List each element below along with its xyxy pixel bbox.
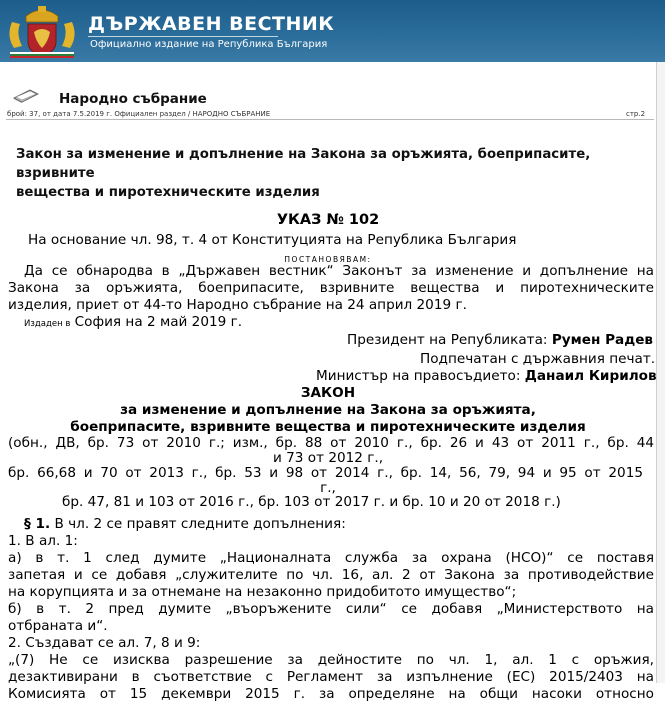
- quote-line: дезактивирани в съответствие с Регламент за изпълнение (ЕС) 2015/2403 на: [8, 669, 654, 685]
- paragraph-1: [24, 516, 346, 533]
- references-line: бр. 47, 81 и 103 от 2016 г., бр. 103 от 2017 г. и бр. 10 и 20 от 2018 г.): [62, 494, 561, 510]
- decree-text-line: Закона за оръжията, боеприпасите, взривните вещества и пиротехническите: [8, 280, 654, 296]
- law-title: ЗАКОН: [300, 385, 356, 401]
- title-divider: [88, 36, 278, 37]
- list-item-line: а) в т. 1 след думите „Националната служба за охрана (НСО)“ се поставя: [8, 550, 654, 566]
- quote-line: „(7) Не се изисква разрешение за дейностите по чл. 1, ал. 1 с оръжия,: [8, 652, 654, 668]
- paragraph-text: В чл. 2 се правят следните допълнения:: [54, 516, 346, 532]
- issue-meta: брой: 37, от дата 7.5.2019 г. Официален раздел / НАРОДНО СЪБРАНИЕ: [7, 110, 271, 118]
- list-item-line: запетая и се добавя „служителите по чл. 16, ал. 2 от Закона за противодействие: [8, 567, 654, 583]
- law-subtitle-line: боеприпасите, взривните вещества и пиротехническите изделия: [70, 419, 586, 435]
- decree-title: УКАЗ № 102: [276, 212, 380, 228]
- document-title-line: Закон за изменение и допълнение на Закона за оръжията, боеприпасите, взривните: [16, 147, 591, 181]
- list-item-line: б) в т. 2 пред думите „въоръжените сили“ се добавя „Министерството на: [8, 601, 654, 617]
- decree-basis: На основание чл. 98, т. 4 от Конституцията на Република България: [28, 232, 517, 248]
- masthead: [0, 0, 665, 62]
- president-line: [347, 332, 653, 349]
- page-number: стр.2: [626, 110, 646, 118]
- list-item-line: отбраната и“.: [8, 618, 108, 634]
- president-name: Румен Радев: [551, 332, 654, 348]
- paragraph-label: § 1.: [24, 516, 51, 532]
- decree-text-line: изделия, приет от 44-то Народно събрание на 24 април 2019 г.: [8, 297, 467, 313]
- site-subtitle: Официално издание на Република България: [90, 39, 328, 50]
- list-item: 2. Създават се ал. 7, 8 и 9:: [8, 635, 201, 651]
- references-line: бр. 66,68 и 70 от 2013 г., бр. 53 и 98 от 2014 г., бр. 14, 56, 79, 94 и 95 от 2015: [8, 465, 643, 481]
- minister-label: Министър на правосъдието:: [316, 368, 521, 384]
- issued-label: Издаден в: [24, 319, 71, 329]
- references-line: г.,: [320, 480, 336, 496]
- law-subtitle-line: за изменение и допълнение на Закона за оръжията,: [120, 402, 536, 418]
- references-line: (обн., ДВ, бр. 73 от 2010 г.; изм., бр. 88 от 2010 г., бр. 26 и 43 от 2011 г., бр. 44: [8, 435, 654, 451]
- coat-of-arms-icon: [4, 2, 80, 60]
- list-item-line: на корупцията и за отнемане на незаконно придобитото имущество“;: [8, 584, 517, 600]
- sealed-line: Подпечатан с държавния печат.: [420, 351, 656, 367]
- document-title-line: вещества и пиротехническите изделия: [16, 185, 320, 200]
- issued-line: [24, 314, 242, 333]
- document-title: [16, 145, 652, 202]
- references-line: и 73 от 2012 г.,: [272, 450, 384, 466]
- section-title: Народно събрание: [59, 91, 207, 107]
- minister-line: [316, 368, 657, 385]
- minister-name: Данаил Кирилов: [524, 368, 657, 384]
- president-label: Президент на Републиката:: [347, 332, 548, 348]
- divider: [6, 119, 654, 120]
- list-item: 1. В ал. 1:: [8, 533, 78, 549]
- decree-word: ПОСТАНОВЯВАМ:: [284, 255, 372, 264]
- scrollbar-track[interactable]: [656, 62, 665, 683]
- document-icon: [12, 86, 40, 104]
- decree-text-line: Да се обнародва в „Държавен вестник“ Законът за изменение и допълнение на: [24, 263, 654, 279]
- issued-place-date: София на 2 май 2019 г.: [74, 314, 243, 330]
- quote-line: Комисията от 15 декември 2015 г. за определяне на общи насоки относно: [8, 686, 654, 702]
- site-title[interactable]: ДЪРЖАВЕН ВЕСТНИК: [88, 13, 335, 35]
